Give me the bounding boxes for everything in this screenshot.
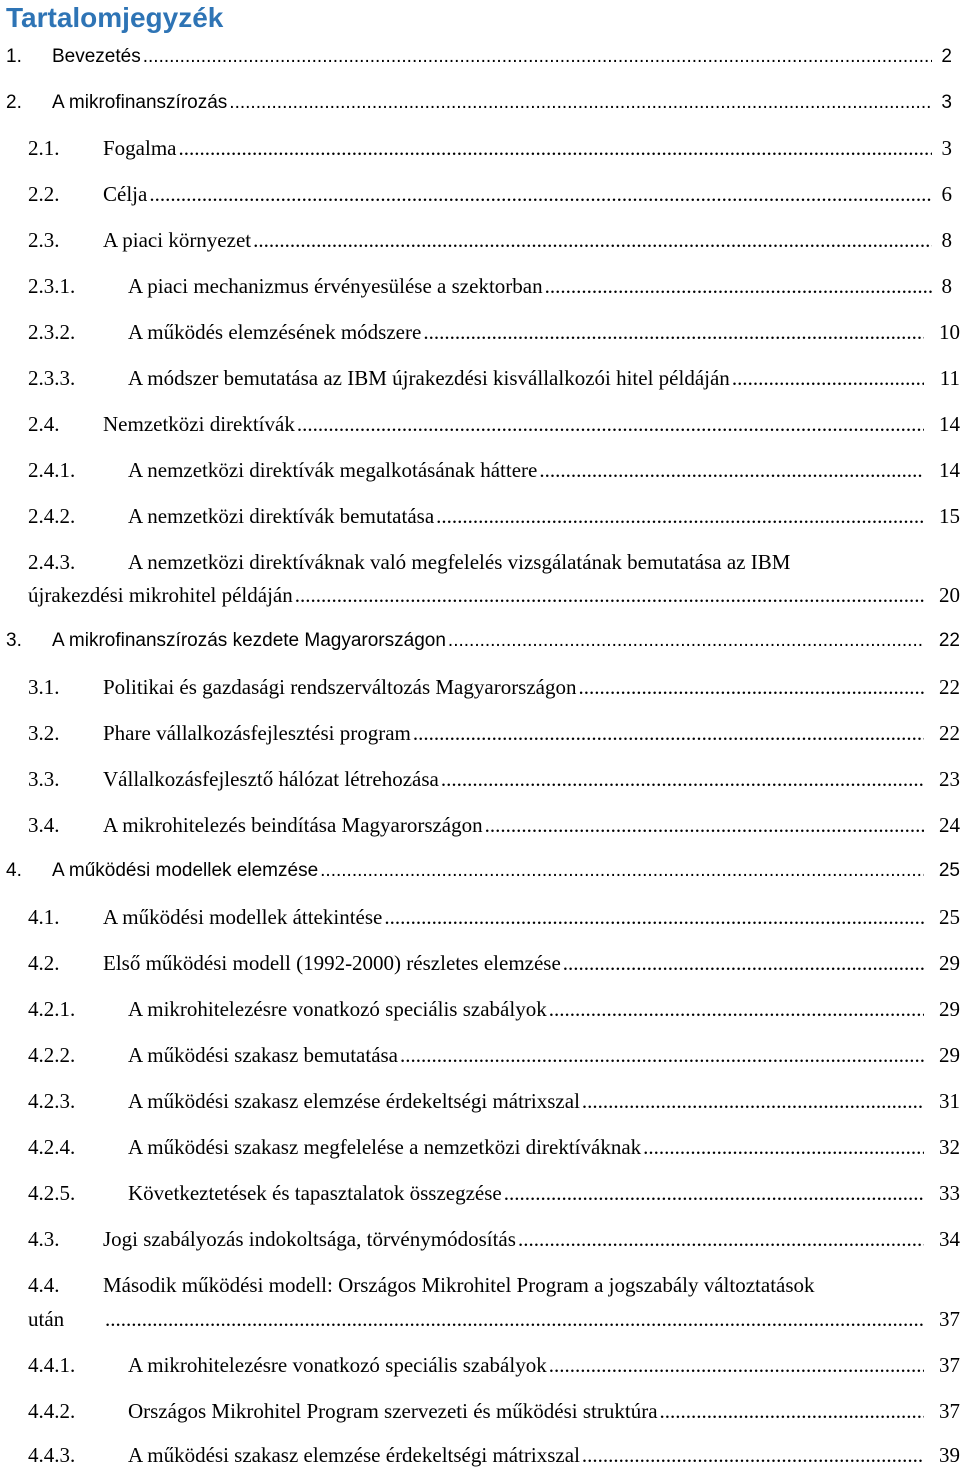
toc-dot-leader (434, 501, 924, 531)
toc-entry[interactable] (0, 179, 960, 209)
toc-dot-leader (382, 902, 924, 932)
toc-entry[interactable] (0, 1040, 960, 1070)
toc-page-number: 8 (941, 228, 952, 252)
toc-dot-leader (543, 271, 932, 301)
toc-dot-leader (516, 1224, 924, 1254)
toc-page-number: 22 (938, 630, 960, 651)
toc-dot-leader (293, 580, 924, 610)
toc-entry-number: 4.4.1. (28, 1353, 76, 1377)
toc-entry-number: 4.2.5. (28, 1181, 76, 1205)
toc-entry-number: 3.4. (28, 813, 60, 837)
toc-entry-text[interactable]: Második működési modell: Országos Mikrohitel Program a jogszabály változtatások (103, 1273, 815, 1297)
toc-entry-continuation[interactable] (0, 580, 960, 610)
toc-entry-text[interactable]: Nemzetközi direktívák (103, 412, 295, 436)
toc-entry[interactable] (0, 455, 960, 485)
toc-page-number: 8 (941, 274, 952, 298)
toc-dot-leader (537, 455, 924, 485)
toc-entry-text[interactable]: A piaci környezet (103, 228, 252, 252)
toc-entry-number: 4. (6, 860, 22, 881)
toc-entry-text[interactable]: A működési szakasz megfelelése a nemzetközi direktíváknak (128, 1135, 642, 1159)
toc-entry-number: 2.3. (28, 228, 60, 252)
toc-dot-leader (141, 42, 932, 72)
toc-entry-number: 4.2.1. (28, 997, 76, 1021)
toc-entry-number: 2.4.3. (28, 550, 76, 574)
toc-entry-text[interactable]: A nemzetközi direktívák bemutatása (128, 504, 435, 528)
toc-entry-text[interactable]: A működés elemzésének módszere (128, 320, 422, 344)
toc-page-number: 29 (939, 951, 960, 975)
toc-entry[interactable] (0, 1086, 960, 1116)
toc-entry-text[interactable]: Első működési modell (1992-2000) részletes elemzése (103, 951, 561, 975)
toc-dot-leader (580, 1086, 924, 1116)
toc-entry[interactable] (0, 856, 960, 886)
toc-page-number: 23 (939, 767, 960, 791)
toc-entry-number: 2.1. (28, 136, 60, 160)
toc-entry-number: 4.4. (28, 1273, 60, 1297)
toc-entry[interactable] (0, 409, 960, 439)
toc-entry-number: 4.1. (28, 905, 60, 929)
toc-entry[interactable] (0, 1224, 960, 1254)
toc-page-number: 3 (941, 136, 952, 160)
toc-entry[interactable] (0, 1350, 960, 1380)
toc-dot-leader (730, 363, 924, 393)
toc-entry-number: 2.3.1. (28, 274, 76, 298)
toc-entry[interactable] (0, 133, 960, 163)
toc-page-number: 25 (938, 860, 960, 881)
toc-entry[interactable] (0, 547, 960, 577)
toc-page-number: 22 (939, 675, 960, 699)
toc-dot-leader (177, 133, 933, 163)
toc-page-number: 33 (939, 1181, 960, 1205)
toc-page-number: 11 (939, 366, 960, 390)
toc-page-number: 20 (939, 583, 960, 607)
toc-page-number: 14 (939, 458, 960, 482)
toc-entry-number: 2.3.2. (28, 320, 76, 344)
toc-entry-number: 3.1. (28, 675, 60, 699)
toc-entry-number-continued: után (28, 1307, 65, 1331)
toc-entry-text[interactable]: A mikrohitelezésre vonatkozó speciális szabályok (128, 1353, 547, 1377)
toc-entry[interactable] (0, 902, 960, 932)
toc-dot-leader (227, 88, 932, 118)
toc-entry[interactable] (0, 225, 960, 255)
toc-entry-text[interactable]: A piaci mechanizmus érvényesülése a szektorban (128, 274, 543, 298)
toc-entry-number: 4.4.3. (28, 1443, 76, 1467)
toc-page-number: 6 (941, 182, 952, 206)
toc-page-number: 22 (939, 721, 960, 745)
toc-entry-text[interactable]: A működési modellek áttekintése (103, 905, 383, 929)
toc-entry[interactable] (0, 363, 960, 393)
toc-dot-leader (398, 1040, 924, 1070)
toc-entry-text[interactable]: Fogalma (103, 136, 177, 160)
toc-dot-leader (147, 179, 932, 209)
toc-entry[interactable] (0, 88, 960, 118)
toc-page-number: 3 (941, 92, 952, 113)
toc-entry[interactable] (0, 948, 960, 978)
toc-entry[interactable] (0, 764, 960, 794)
toc-entry[interactable] (0, 501, 960, 531)
toc-entry-text[interactable]: Jogi szabályozás indokoltsága, törvénymódosítás (103, 1227, 516, 1251)
toc-entry-text[interactable]: Bevezetés (52, 46, 141, 67)
toc-entry-number: 2.2. (28, 182, 60, 206)
toc-entry-text[interactable]: A mikrofinanszírozás (52, 92, 228, 113)
toc-entry-text[interactable]: A mikrohitelezés beindítása Magyarországon (103, 813, 483, 837)
toc-entry-number: 4.2. (28, 951, 60, 975)
toc-entry[interactable] (0, 1132, 960, 1162)
toc-entry[interactable] (0, 672, 960, 702)
toc-entry-number: 1. (6, 46, 22, 67)
toc-entry-text[interactable]: A mikrohitelezésre vonatkozó speciális szabályok (128, 997, 547, 1021)
toc-entry-text[interactable]: A nemzetközi direktíváknak való megfelelés vizsgálatának bemutatása az IBM (128, 550, 791, 574)
toc-dot-leader (658, 1396, 924, 1426)
toc-entry-text[interactable]: Célja (103, 182, 148, 206)
toc-entry-text[interactable]: Phare vállalkozásfejlesztési program (103, 721, 411, 745)
toc-entry-number: 3. (6, 630, 22, 651)
toc-entry-text[interactable]: A működési szakasz elemzése érdekeltségi mátrixszal (128, 1443, 580, 1467)
toc-dot-leader (580, 1440, 924, 1470)
toc-entry-number: 2.4. (28, 412, 60, 436)
toc-page-number: 37 (939, 1353, 960, 1377)
toc-entry-text[interactable]: Politikai és gazdasági rendszerváltozás Magyarországon (103, 675, 577, 699)
toc-entry-number: 3.3. (28, 767, 60, 791)
toc-entry-number: 4.4.2. (28, 1399, 76, 1423)
toc-entry[interactable] (0, 810, 960, 840)
toc-dot-leader (411, 718, 924, 748)
toc-dot-leader (483, 810, 924, 840)
toc-page-number: 29 (939, 1043, 960, 1067)
toc-page-number: 37 (939, 1399, 960, 1423)
toc-dot-leader (295, 409, 924, 439)
toc-entry[interactable] (0, 42, 960, 72)
toc-entry-number: 2.4.1. (28, 458, 76, 482)
toc-entry-text[interactable]: A működési szakasz bemutatása (128, 1043, 399, 1067)
toc-dot-leader (547, 994, 924, 1024)
toc-entry-number: 4.2.3. (28, 1089, 76, 1113)
toc-dot-leader (421, 317, 924, 347)
toc-dot-leader (439, 764, 924, 794)
toc-page-number: 32 (939, 1135, 960, 1159)
toc-page-number: 14 (939, 412, 960, 436)
toc-page-number: 2 (941, 46, 952, 67)
toc-entry-text[interactable]: A mikrofinanszírozás kezdete Magyarországon (52, 630, 446, 651)
toc-page-number: 34 (939, 1227, 960, 1251)
toc-entry-number: 4.3. (28, 1227, 60, 1251)
toc-entry-number: 2. (6, 92, 22, 113)
toc-entry-number: 4.2.2. (28, 1043, 76, 1067)
toc-entry-number: 2.4.2. (28, 504, 76, 528)
toc-dot-leader (446, 626, 924, 656)
toc-entry[interactable] (0, 994, 960, 1024)
toc-dot-leader (547, 1350, 924, 1380)
toc-entry-text[interactable]: Vállalkozásfejlesztő hálózat létrehozása (103, 767, 439, 791)
toc-entry-text[interactable]: A működési modellek elemzése (52, 860, 319, 881)
toc-entry-text[interactable]: Következtetések és tapasztalatok összegzése (128, 1181, 502, 1205)
toc-dot-leader (561, 948, 924, 978)
toc-entry-text[interactable]: Országos Mikrohitel Program szervezeti és működési struktúra (128, 1399, 658, 1423)
toc-entry[interactable] (0, 271, 960, 301)
toc-entry-text[interactable]: A módszer bemutatása az IBM újrakezdési kisvállalkozói hitel példáján (128, 366, 730, 390)
toc-title: Tartalomjegyzék (6, 2, 224, 33)
toc-page-number: 37 (939, 1307, 960, 1331)
toc-entry[interactable] (0, 718, 960, 748)
toc-entry-number: 2.3.3. (28, 366, 76, 390)
toc-dot-leader (577, 672, 925, 702)
toc-page-number: 39 (939, 1443, 960, 1467)
toc-dot-leader (103, 1304, 924, 1334)
toc-dot-leader (251, 225, 932, 255)
toc-page-number: 25 (939, 905, 960, 929)
toc-entry[interactable] (0, 1270, 960, 1300)
toc-entry-text-continued[interactable]: újrakezdési mikrohitel példáján (28, 583, 293, 607)
toc-entry[interactable] (0, 317, 960, 347)
toc-page-number: 29 (939, 997, 960, 1021)
toc-entry[interactable] (0, 626, 960, 656)
toc-page-number: 24 (939, 813, 960, 837)
toc-entry[interactable] (0, 1440, 960, 1470)
toc-entry-text[interactable]: A nemzetközi direktívák megalkotásának háttere (128, 458, 538, 482)
toc-entry[interactable] (0, 1178, 960, 1208)
toc-entry-number: 3.2. (28, 721, 60, 745)
toc-dot-leader (318, 856, 924, 886)
toc-entry[interactable] (0, 1396, 960, 1426)
toc-entry-number: 4.2.4. (28, 1135, 76, 1159)
toc-page-number: 31 (939, 1089, 960, 1113)
toc-dot-leader (641, 1132, 924, 1162)
toc-entry-continuation[interactable] (0, 1304, 960, 1334)
toc-page-number: 10 (939, 320, 960, 344)
toc-dot-leader (502, 1178, 924, 1208)
toc-page-number: 15 (939, 504, 960, 528)
toc-entry-text[interactable]: A működési szakasz elemzése érdekeltségi mátrixszal (128, 1089, 580, 1113)
